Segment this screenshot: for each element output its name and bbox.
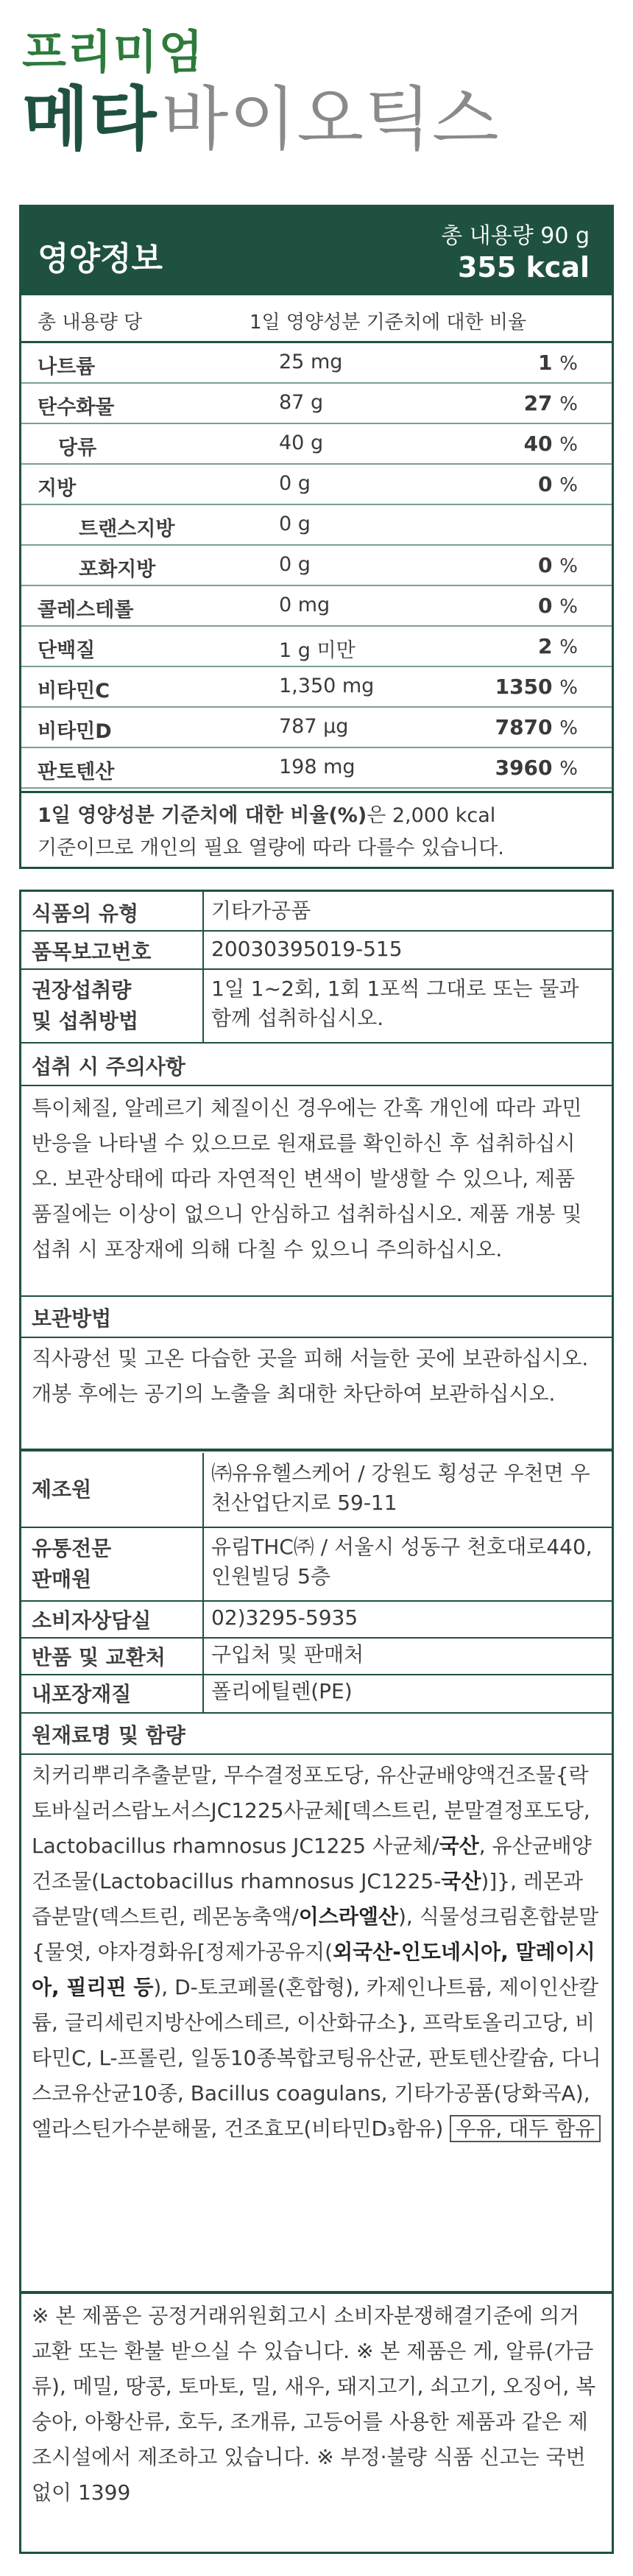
percent-value: 1 <box>538 351 553 375</box>
caution-body: 특이체질, 알레르기 체질이신 경우에는 간혹 개인에 따라 과민반응을 나타낼 수 있으므로 원재료를 확인하신 후 섭취하십시오. 보관상태에 따라 자연적인 변색이 발생할 수 있으나, 제품 품질에는 이상이 없으니 안심하고 섭취하십시오. 제품 개봉 및 섭취 시 포장재에 의해 다칠 수 있으니 주의하십시오. <box>32 1096 582 1261</box>
ingredients-body <box>32 1758 601 2147</box>
percent-unit: % <box>559 353 578 375</box>
return-value: 구입처 및 판매처 <box>211 1642 364 1667</box>
info-row-maker <box>21 1453 612 1528</box>
percent-unit: % <box>559 393 578 415</box>
nutrition-row <box>21 424 612 465</box>
percent-value: 40 <box>523 432 553 456</box>
footnote-bold: 1일 영양성분 기준치에 대한 비율(%) <box>38 804 367 827</box>
nutrition-header <box>21 207 612 295</box>
nutrition-row <box>21 465 612 505</box>
intake-label-1: 권장섭취량 <box>32 978 132 1002</box>
ingredients-title: 원재료명 및 함량 <box>32 1723 185 1748</box>
calories: 355 kcal <box>457 251 590 284</box>
type-label: 식품의 유형 <box>32 901 138 926</box>
nutrient-percent <box>538 594 578 618</box>
type-value: 기타가공품 <box>211 898 311 923</box>
nutrient-amount: 787 µg <box>279 715 349 738</box>
info-row-consult <box>21 1600 612 1639</box>
ing-text: 치커리뿌리추출분말, 무수결정포도당, 유산균배양액건조물{락토바실러스람노서스JC1225사균체[덱스트린, 분말결정포도당, Lactobacillus rhamnosus JC1225 사균체/ <box>32 1763 590 1858</box>
intake-label-2: 및 섭취방법 <box>32 1009 138 1033</box>
percent-unit: % <box>559 434 578 456</box>
percent-unit: % <box>559 555 578 577</box>
nutrient-amount: 1,350 mg <box>279 675 375 697</box>
nutrient-percent <box>495 675 578 699</box>
percent-unit: % <box>559 758 578 780</box>
nutrient-name: 트랜스지방 <box>79 518 175 541</box>
nutrient-percent <box>524 391 578 415</box>
pack-label: 내포장재질 <box>32 1682 132 1706</box>
nutrient-name: 콜레스테롤 <box>38 599 134 622</box>
nutrient-percent <box>495 715 578 739</box>
footnote-rest: 은 2,000 kcal <box>367 804 496 827</box>
info-row-seller <box>21 1527 612 1602</box>
nutrient-name: 지방 <box>38 477 77 500</box>
nutrient-percent <box>524 432 578 456</box>
percent-unit: % <box>559 636 578 658</box>
maker-label: 제조원 <box>32 1477 92 1502</box>
nutrition-row <box>21 546 612 586</box>
col-right: 1일 영양성분 기준치에 대한 비율 <box>250 312 527 334</box>
nutrition-row <box>21 748 612 789</box>
ing-text: , 유산균배양건조물(Lactobacillus rhamnosus JC1225- <box>32 1834 592 1893</box>
nutrition-title: 영양정보 <box>38 240 163 278</box>
consult-value: 02)3295-5935 <box>211 1605 358 1630</box>
nutrient-amount: 40 g <box>279 432 324 454</box>
ing-text: ), 식물성크림혼합분말{물엿, 야자경화유[정제가공유지( <box>32 1904 599 1964</box>
storage-title: 보관방법 <box>32 1306 112 1331</box>
nutrition-row <box>21 343 612 384</box>
percent-unit: % <box>559 717 578 739</box>
nutrient-amount: 25 mg <box>279 351 343 373</box>
info-row-pack <box>21 1674 612 1714</box>
nutrient-percent <box>538 553 578 577</box>
nutrient-name: 비타민C <box>38 680 110 703</box>
product-info-panel <box>19 890 614 2554</box>
percent-value: 0 <box>538 472 553 496</box>
nutrient-name: 탄수화물 <box>38 396 115 419</box>
nutrient-amount: 0 g <box>279 472 311 495</box>
ing-text: )]}, 레몬과즙분말(덱스트린, 레몬농축액/ <box>32 1869 584 1929</box>
nutrient-amount: 1 g 미만 <box>279 639 356 662</box>
percent-unit: % <box>559 596 578 618</box>
seller-label-2: 판매원 <box>32 1567 92 1591</box>
nutrition-row <box>21 384 612 424</box>
brand-title <box>22 80 500 160</box>
percent-value: 27 <box>523 391 553 415</box>
info-row-return <box>21 1637 612 1675</box>
seller-label-1: 유통전문 <box>32 1536 112 1560</box>
allergen-tag: 우유, 대두 함유 <box>450 2115 601 2142</box>
footnote-line2: 기준이므로 개인의 필요 열량에 따라 다를수 있습니다. <box>38 837 504 859</box>
info-row-type <box>21 892 612 932</box>
percent-value: 0 <box>538 594 553 618</box>
nutrient-percent <box>495 756 578 780</box>
total-amount: 총 내용량 90 g <box>441 223 590 249</box>
notice-body: ※ 본 제품은 공정거래위원회고시 소비자분쟁해결기준에 의거 교환 또는 환불 받으실 수 있습니다. ※ 본 제품은 게, 알류(가금류), 메밀, 땅콩, 토마토, 밀, 새우, 돼지고기, 쇠고기, 오징어, 복숭아, 아황산류, 호두, 조개류, 고등어를 사용한 제품과 같은 제조시설에서 제조하고 있습니다. ※ 부정·불량 식품 신고는 국번없이 1399 <box>32 2304 596 2505</box>
nutrition-row <box>21 505 612 546</box>
seller-value: 유림THC㈜ / 서울시 성동구 천호대로440, 인원빌딩 5층 <box>211 1535 593 1588</box>
ing-origin: 외국산-인도네시아, 말레이시아, 필리핀 등 <box>32 1940 595 1999</box>
ing-text: ), D-토코페롤(혼합형), 카제인나트륨, 제이인산칼륨, 글리세린지방산에스테르, 이산화규소}, 프락토올리고당, 비타민C, L-프롤린, 일동10종복합코팅유산균, 판토텐산칼슘, 다니스코유산균10종, Bacillus coagulans, 기타가공품(당화곡A), 엘라스틴가수분해물, 건조효모(비타민D₃함유) <box>32 1975 601 2141</box>
info-row-intake <box>21 968 612 1044</box>
percent-value: 3960 <box>495 756 553 780</box>
ing-origin: 이스라엘산 <box>298 1904 398 1929</box>
percent-value: 2 <box>538 634 553 658</box>
percent-value: 0 <box>538 553 553 577</box>
percent-unit: % <box>559 474 578 496</box>
nutrient-amount: 198 mg <box>279 756 356 778</box>
nutrition-row <box>21 627 612 667</box>
report-label: 품목보고번호 <box>32 940 152 964</box>
nutrient-percent <box>538 634 578 658</box>
nutrition-facts-panel <box>19 205 614 869</box>
nutrient-percent <box>538 351 578 375</box>
ing-origin: 국산 <box>441 1869 481 1893</box>
percent-value: 7870 <box>495 715 553 739</box>
intake-value: 1일 1~2회, 1회 1포씩 그대로 또는 물과 함께 섭취하십시오. <box>211 976 579 1030</box>
report-value: 20030395019-515 <box>211 937 403 961</box>
nutrition-footnote <box>21 791 612 867</box>
consult-label: 소비자상담실 <box>32 1608 152 1633</box>
col-left: 총 내용량 당 <box>38 312 143 334</box>
nutrition-row <box>21 708 612 748</box>
nutrient-name: 비타민D <box>38 720 112 743</box>
ing-origin: 국산 <box>439 1834 479 1858</box>
nutrition-rows <box>21 343 612 789</box>
nutrient-name: 나트륨 <box>38 356 96 379</box>
nutrient-percent <box>538 472 578 496</box>
nutrient-amount: 0 g <box>279 513 311 535</box>
info-row-report <box>21 930 612 970</box>
nutrient-amount: 87 g <box>279 391 324 414</box>
caution-title: 섭취 시 주의사항 <box>32 1055 185 1079</box>
pack-value: 폴리에틸렌(PE) <box>211 1679 353 1703</box>
nutrient-amount: 0 g <box>279 553 311 576</box>
brand-title-light: 바이오틱스 <box>161 80 500 160</box>
nutrient-name: 단백질 <box>38 639 96 662</box>
nutrition-column-header <box>21 295 612 343</box>
maker-value: ㈜유유헬스케어 / 강원도 횡성군 우천면 우천산업단지로 59-11 <box>211 1461 590 1515</box>
nutrient-amount: 0 mg <box>279 594 330 616</box>
storage-body: 직사광선 및 고온 다습한 곳을 피해 서늘한 곳에 보관하십시오. 개봉 후에는 공기의 노출을 최대한 차단하여 보관하십시오. <box>32 1346 589 1406</box>
brand-header <box>22 25 500 160</box>
brand-title-dark: 메타 <box>22 80 158 160</box>
nutrient-name: 판토텐산 <box>38 761 115 784</box>
percent-value: 1350 <box>495 675 553 699</box>
brand-subtitle: 프리미엄 <box>22 25 205 79</box>
percent-unit: % <box>559 677 578 699</box>
return-label: 반품 및 교환처 <box>32 1645 166 1669</box>
nutrition-row <box>21 586 612 627</box>
nutrition-row <box>21 667 612 708</box>
nutrient-name: 포화지방 <box>79 558 156 581</box>
nutrient-name: 당류 <box>58 437 97 460</box>
